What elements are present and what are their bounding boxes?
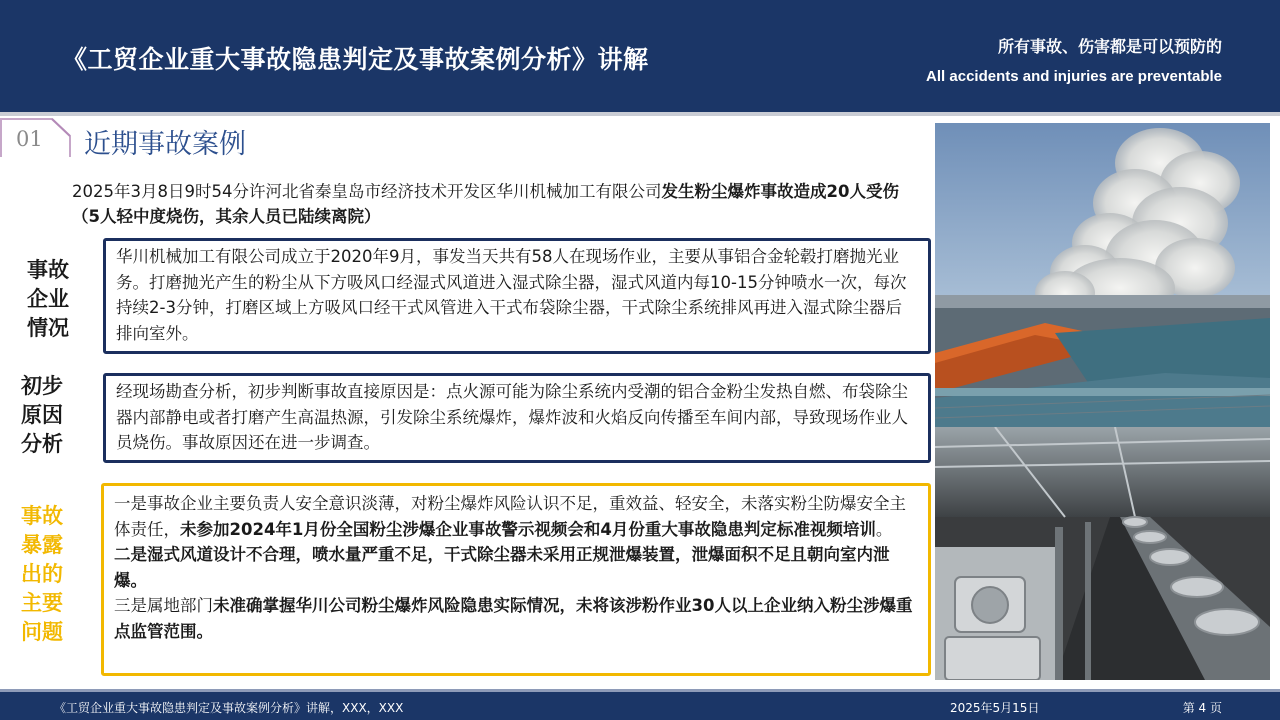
- label-line: 出的: [21, 562, 63, 586]
- footer-date: 2025年5月15日: [950, 701, 1040, 715]
- label-line: 事故: [21, 504, 63, 528]
- lead-text: 2025年3月8日9时54分许河北省秦皇岛市经济技术开发区华川机械加工有限公司: [72, 182, 662, 201]
- header-bar: [0, 0, 1280, 112]
- label-line: 主要: [21, 591, 63, 615]
- lead-paragraph: [72, 179, 922, 229]
- header-divider: [0, 112, 1280, 116]
- footer-source: 《工贸企业重大事故隐患判定及事故案例分析》讲解，XXX，XXX: [54, 701, 404, 715]
- problem-text: 三是属地部门: [114, 596, 213, 615]
- label-line: 情况: [27, 316, 69, 340]
- section-number: 01: [16, 127, 43, 151]
- label-preliminary-cause: [12, 372, 72, 459]
- main-problems-box: [101, 483, 931, 676]
- label-line: 问题: [21, 620, 63, 644]
- label-line: 分析: [21, 432, 63, 456]
- label-line: 企业: [27, 287, 69, 311]
- slogan-chinese: 所有事故、伤害都是可以预防的: [997, 37, 1222, 56]
- workshop-interior-photo: [935, 427, 1270, 680]
- slogan-english: All accidents and injuries are preventable: [926, 68, 1222, 85]
- problem-item-2: [114, 542, 918, 593]
- cause-analysis-box: 经现场勘查分析，初步判断事故直接原因是：点火源可能为除尘系统内受潮的铝合金粉尘发热自燃、布袋除尘器内部静电或者打磨产生高温热源，引发除尘系统爆炸，爆炸波和火焰反向传播至车间内部，导致现场作业人员烧伤。事故原因还在进一步调查。: [103, 373, 931, 463]
- problem-text: 一是事故企业主要负责人安全意识淡薄，对粉尘爆炸风险认识不足，重效益、轻安全，未落实粉尘防爆安全主体责任，: [114, 494, 906, 539]
- problem-text-bold: 未参加2024年1月份全国粉尘涉爆企业事故警示视频会和4月份重大事故隐患判定标准视频培训: [180, 519, 876, 539]
- problem-text: 。: [875, 519, 893, 539]
- label-line: 事故: [27, 258, 69, 282]
- label-main-problems: [12, 502, 72, 647]
- page-number: 第 4 页: [1182, 701, 1222, 715]
- label-line: 原因: [21, 403, 63, 427]
- footer-bar: [0, 689, 1280, 720]
- problem-item-1: [114, 491, 918, 542]
- problem-text-bold: 二是湿式风道设计不合理，喷水量严重不足，干式除尘器未采用正规泄爆装置，泄爆面积不足且朝向室内泄爆。: [114, 545, 890, 590]
- label-line: 暴露: [21, 533, 63, 557]
- label-enterprise-situation: [18, 256, 78, 343]
- label-line: 初步: [21, 374, 63, 398]
- explosion-smoke-photo: [935, 123, 1270, 427]
- problem-text-bold: 未准确掌握华川公司粉尘爆炸风险隐患实际情况，未将该涉粉作业30人以上企业纳入粉尘涉爆重点监管范围。: [114, 596, 913, 641]
- lead-text-bold: 发生粉尘爆炸事故造成20人受伤（5人轻中度烧伤，其余人员已陆续离院）: [72, 182, 899, 226]
- enterprise-info-box: 华川机械加工有限公司成立于2020年9月，事发当天共有58人在现场作业，主要从事铝合金轮毂打磨抛光业务。打磨抛光产生的粉尘从下方吸风口经湿式风道进入湿式除尘器，湿式风道内每10-15分钟喷水一次，每次持续2-3分钟，打磨区域上方吸风口经干式风管进入干式布袋除尘器，干式除尘系统排风再进入湿式除尘器后排向室外。: [103, 238, 931, 354]
- problem-item-3: [114, 593, 918, 644]
- page-title: 《工贸企业重大事故隐患判定及事故案例分析》讲解: [62, 45, 649, 74]
- section-title: 近期事故案例: [84, 129, 246, 160]
